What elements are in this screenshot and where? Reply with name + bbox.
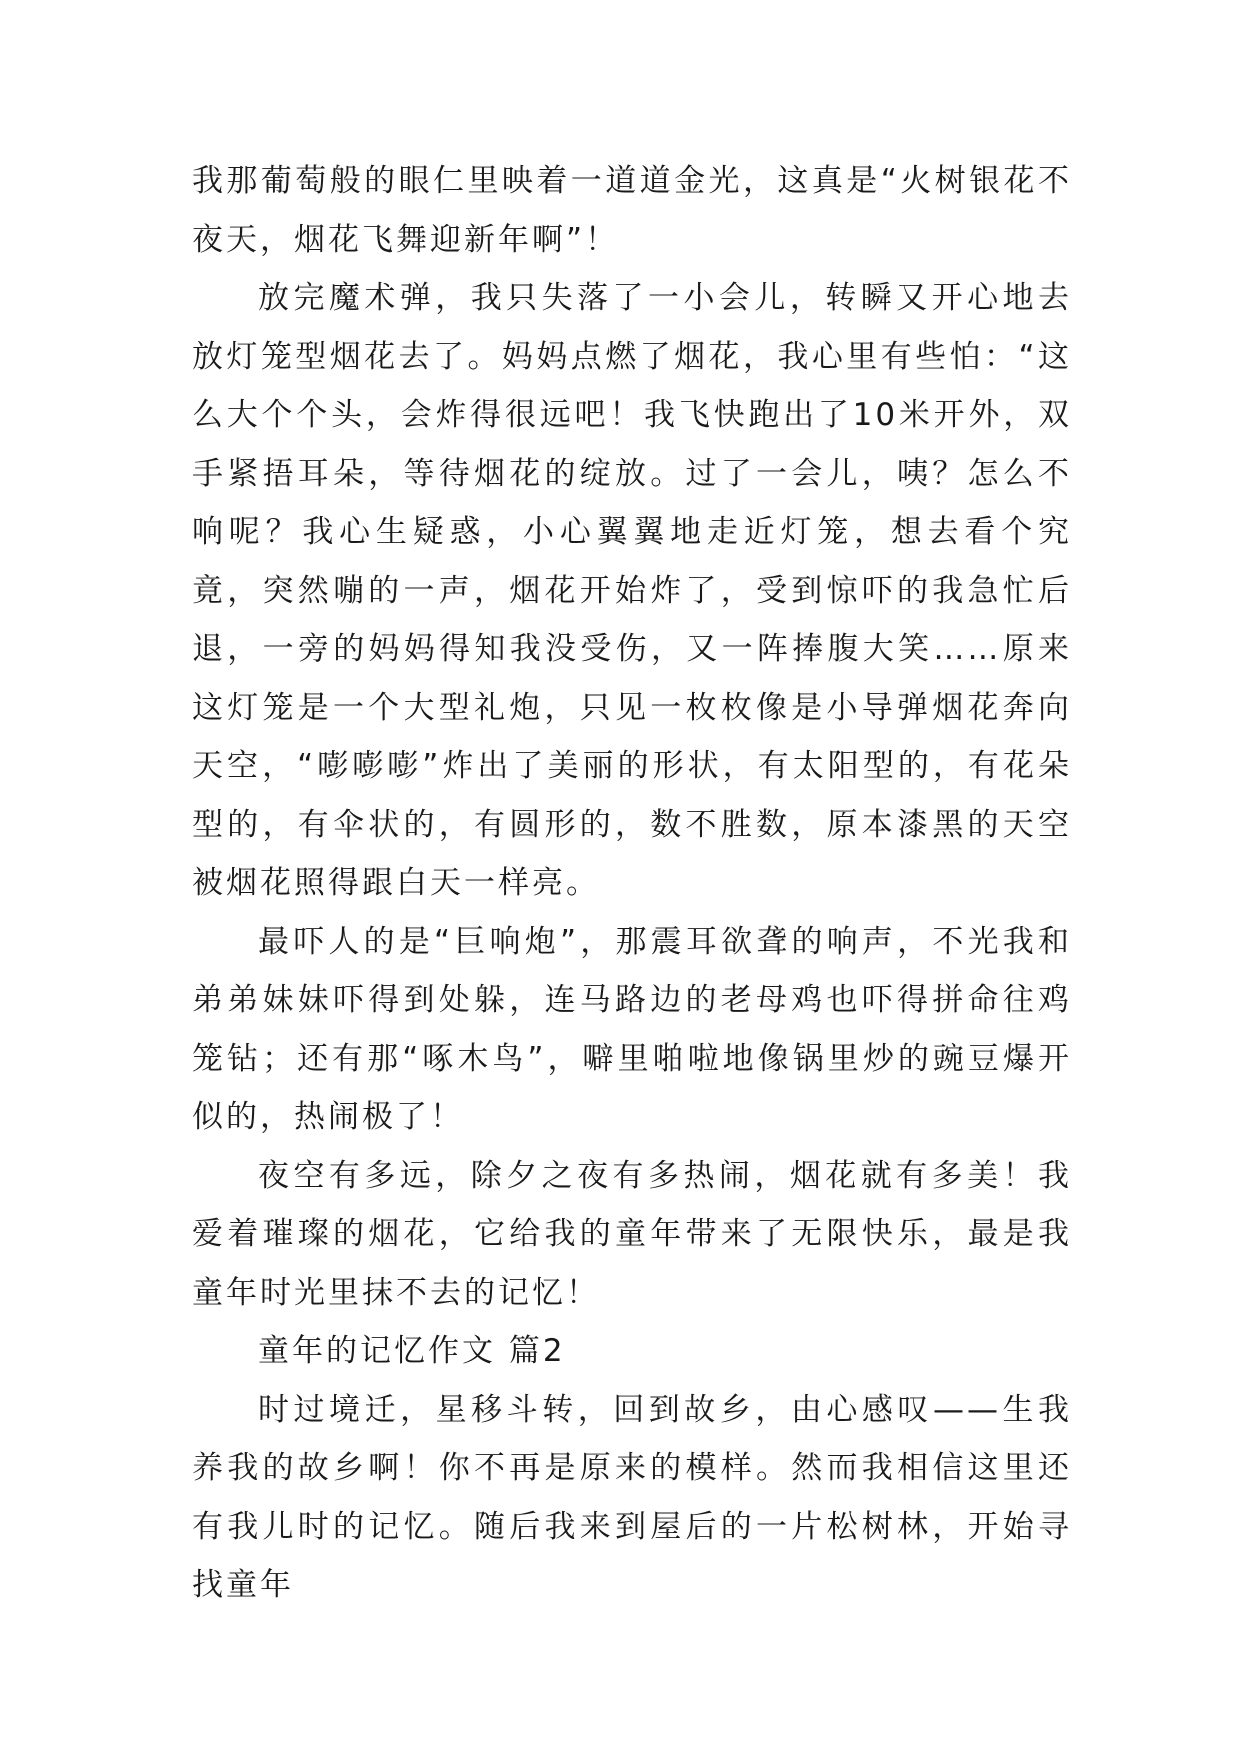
paragraph-continuation: 我那葡萄般的眼仁里映着一道道金光，这真是“火树银花不夜天，烟花飞舞迎新年啊”！	[192, 163, 1072, 258]
paragraph-loud-firecracker: 最吓人的是“巨响炮”，那震耳欲聋的响声，不光我和弟弟妹妹吓得到处躲，连马路边的老母鸡也吓得拼命往鸡笼钻；还有那“啄木鸟”，噼里啪啦地像锅里炒的豌豆爆开似的，热闹极了！	[192, 923, 1072, 1135]
paragraph-conclusion: 夜空有多远，除夕之夜有多热闹，烟花就有多美！我爱着璀璨的烟花，它给我的童年带来了无限快乐，最是我童年时光里抹不去的记忆！	[192, 1157, 1072, 1311]
document-body	[192, 152, 1072, 1615]
paragraph-lantern-fireworks: 放完魔术弹，我只失落了一小会儿，转瞬又开心地去放灯笼型烟花去了。妈妈点燃了烟花，我心里有些怕：“这么大个个头，会炸得很远吧！我飞快跑出了10米开外，双手紧捂耳朵，等待烟花的绽放。过了一会儿，咦？怎么不响呢？我心生疑惑，小心翼翼地走近灯笼，想去看个究竟，突然嘣的一声，烟花开始炸了，受到惊吓的我急忙后退，一旁的妈妈得知我没受伤，又一阵捧腹大笑……原来这灯笼是一个大型礼炮，只见一枚枚像是小导弹烟花奔向天空，“嘭嘭嘭”炸出了美丽的形状，有太阳型的，有花朵型的，有伞状的，有圆形的，数不胜数，原本漆黑的天空被烟花照得跟白天一样亮。	[192, 280, 1072, 901]
paragraph-hometown: 时过境迁，星移斗转，回到故乡，由心感叹——生我养我的故乡啊！你不再是原来的模样。然而我相信这里还有我儿时的记忆。随后我来到屋后的一片松树林，开始寻找童年	[192, 1391, 1072, 1603]
section-heading: 童年的记忆作文 篇2	[258, 1333, 566, 1369]
